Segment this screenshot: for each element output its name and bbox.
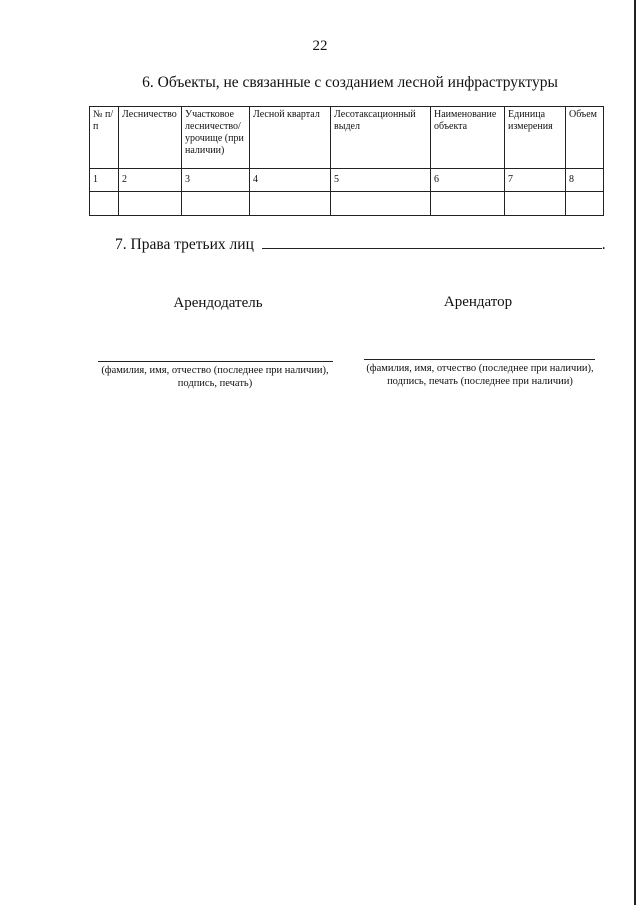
header-cell-unit: Единица измерения — [505, 107, 566, 169]
table-cell — [431, 192, 505, 216]
lessor-title: Арендодатель — [173, 295, 263, 311]
table-cell: 8 — [566, 169, 604, 192]
lessee-caption-line-2: подпись, печать (последнее при наличии) — [387, 376, 573, 387]
table-cell — [566, 192, 604, 216]
section-7-label: 7. Права третьих лиц — [115, 236, 254, 253]
lessor-signature-line — [98, 361, 333, 362]
header-cell-object-name: Наименование объекта — [431, 107, 505, 169]
table-cell — [250, 192, 331, 216]
table-cell: 5 — [331, 169, 431, 192]
objects-table — [89, 106, 604, 216]
table-cell — [182, 192, 250, 216]
page-number: 22 — [312, 38, 328, 54]
table-cell: 7 — [505, 169, 566, 192]
table-header-row — [90, 107, 604, 169]
lessee-title: Арендатор — [443, 294, 513, 310]
section-7-period: . — [601, 236, 606, 253]
lessee-signature-caption — [352, 362, 608, 388]
section-6-title: 6. Объекты, не связанные с созданием лесной инфраструктуры — [142, 74, 558, 91]
header-cell-forestry: Лесничество — [119, 107, 182, 169]
table-cell — [505, 192, 566, 216]
table-empty-row — [90, 192, 604, 216]
table-cell: 1 — [90, 169, 119, 192]
header-cell-volume: Объем — [566, 107, 604, 169]
table-cell — [331, 192, 431, 216]
lessee-caption-line-1: (фамилия, имя, отчество (последнее при наличии), — [366, 363, 594, 374]
table-cell: 6 — [431, 169, 505, 192]
lessor-signature-caption — [90, 364, 340, 390]
table-number-row — [90, 169, 604, 192]
table-cell: 4 — [250, 169, 331, 192]
table-cell: 3 — [182, 169, 250, 192]
header-cell-forest-block: Лесной квартал — [250, 107, 331, 169]
header-cell-taxation-unit: Лесотаксационный выдел — [331, 107, 431, 169]
table-cell: 2 — [119, 169, 182, 192]
header-cell-number: № п/п — [90, 107, 119, 169]
table-cell — [119, 192, 182, 216]
section-7 — [115, 234, 606, 254]
lessor-caption-line-1: (фамилия, имя, отчество (последнее при наличии), — [101, 365, 329, 376]
header-cell-district-forestry: Участковое лесничество/ урочище (при наличии) — [182, 107, 250, 169]
lessor-caption-line-2: подпись, печать) — [177, 378, 253, 389]
table-cell — [90, 192, 119, 216]
lessee-signature-line — [364, 359, 595, 360]
third-party-rights-field — [262, 234, 602, 249]
